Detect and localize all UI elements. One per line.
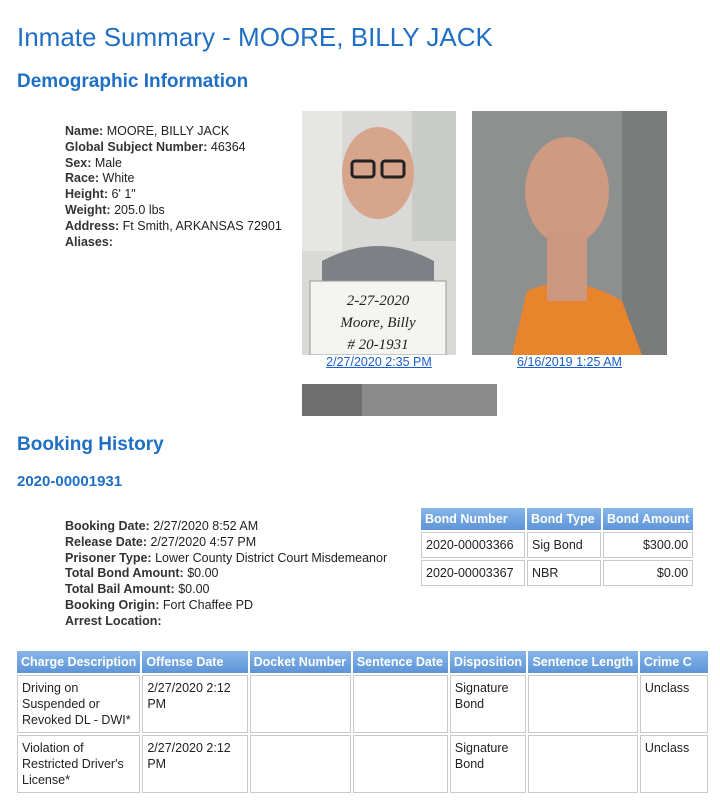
charge-header-row	[17, 651, 708, 673]
race-value: White	[102, 171, 135, 186]
aliases-label: Aliases:	[65, 234, 113, 249]
name-value: MOORE, BILLY JACK	[106, 124, 230, 138]
bond-number-header[interactable]: Bond Number	[421, 508, 525, 530]
booking-origin-label: Booking Origin:	[65, 597, 160, 612]
bond-number-cell: 2020-00003367	[421, 560, 525, 586]
charge-table	[15, 649, 710, 795]
placard-number: # 20-1931	[347, 337, 409, 353]
name-label: Name:	[65, 124, 104, 138]
height-label: Height:	[65, 187, 109, 202]
booking-history-heading: Booking History	[17, 434, 164, 455]
address-value: Ft Smith, ARKANSAS 72901	[122, 218, 282, 233]
docket-number-cell	[250, 735, 351, 793]
offense-date-cell: 2/27/2020 2:12 PM	[142, 675, 247, 733]
arrest-location-label: Arrest Location:	[65, 613, 162, 628]
total-bail-value: $0.00	[178, 582, 210, 597]
race-label: Race:	[65, 171, 100, 186]
table-row	[17, 735, 708, 793]
bond-amount-cell: $300.00	[603, 532, 693, 558]
placard-name: Moore, Billy	[340, 315, 416, 331]
address-label: Address:	[65, 218, 120, 233]
demographic-heading: Demographic Information	[17, 71, 249, 92]
disposition-cell: Signature Bond	[450, 735, 527, 793]
docket-number-header[interactable]: Docket Number	[250, 651, 351, 673]
bond-number-cell: 2020-00003366	[421, 532, 525, 558]
booking-date-label: Booking Date:	[65, 519, 150, 533]
crime-class-cell: Unclass	[640, 735, 708, 793]
sentence-date-cell	[353, 735, 448, 793]
charge-description-cell: Driving on Suspended or Revoked DL - DWI*	[17, 675, 140, 733]
booking-date-value: 2/27/2020 8:52 AM	[153, 519, 259, 533]
total-bail-label: Total Bail Amount:	[65, 582, 175, 597]
release-date-label: Release Date:	[65, 534, 147, 549]
disposition-header[interactable]: Disposition	[450, 651, 527, 673]
placard-date: 2-27-2020	[346, 293, 410, 309]
weight-value: 205.0 lbs	[114, 202, 165, 217]
page-title: Inmate Summary - MOORE, BILLY JACK	[17, 22, 493, 52]
crime-class-header[interactable]: Crime C	[640, 651, 708, 673]
offense-date-cell: 2/27/2020 2:12 PM	[142, 735, 247, 793]
bond-amount-header[interactable]: Bond Amount	[603, 508, 693, 530]
disposition-cell: Signature Bond	[450, 675, 527, 733]
bond-amount-cell: $0.00	[603, 560, 693, 586]
release-date-value: 2/27/2020 4:57 PM	[150, 534, 257, 549]
charge-description-header[interactable]: Charge Description	[17, 651, 140, 673]
booking-origin-value: Fort Chaffee PD	[162, 597, 254, 612]
prisoner-type-label: Prisoner Type:	[65, 550, 152, 565]
subject-number-value: 46364	[210, 139, 246, 154]
subject-number-label: Global Subject Number:	[65, 139, 208, 154]
offense-date-header[interactable]: Offense Date	[142, 651, 247, 673]
sentence-date-cell	[353, 675, 448, 733]
mugshot-profile-date-link[interactable]: 6/16/2019 1:25 AM	[517, 355, 622, 369]
height-value: 6' 1"	[111, 187, 136, 202]
mugshot-front-date-link[interactable]: 2/27/2020 2:35 PM	[326, 355, 432, 369]
booking-number: 2020-00001931	[17, 473, 123, 490]
sentence-length-header[interactable]: Sentence Length	[528, 651, 637, 673]
sentence-date-header[interactable]: Sentence Date	[353, 651, 448, 673]
bond-type-cell: NBR	[527, 560, 601, 586]
sentence-length-cell	[528, 675, 637, 733]
total-bond-label: Total Bond Amount:	[65, 566, 184, 581]
charge-description-cell: Violation of Restricted Driver's License*	[17, 735, 140, 793]
table-row	[17, 675, 708, 733]
sex-label: Sex:	[65, 155, 92, 170]
weight-label: Weight:	[65, 202, 111, 217]
total-bond-value: $0.00	[187, 566, 219, 581]
sentence-length-cell	[528, 735, 637, 793]
sex-value: Male	[94, 155, 122, 170]
bond-type-cell: Sig Bond	[527, 532, 601, 558]
prisoner-type-value: Lower County District Court Misdemeanor	[155, 550, 388, 565]
crime-class-cell: Unclass	[640, 675, 708, 733]
docket-number-cell	[250, 675, 351, 733]
bond-type-header[interactable]: Bond Type	[527, 508, 601, 530]
